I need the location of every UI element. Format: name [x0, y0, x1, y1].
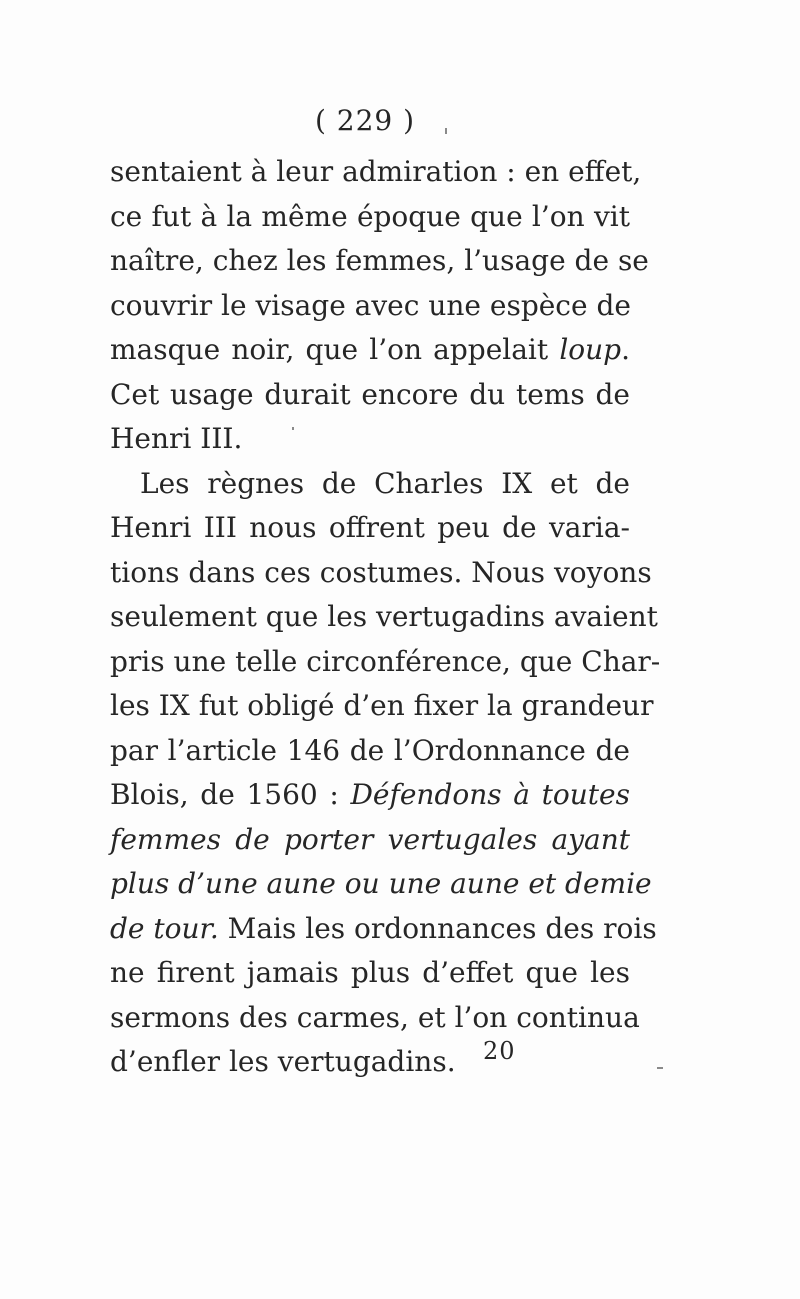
text-line	[110, 373, 630, 418]
text-line	[110, 996, 640, 1041]
text-line	[110, 595, 658, 640]
italic-text-run: plus d’une aune ou une aune et demie	[110, 867, 652, 900]
text-line	[110, 551, 652, 596]
text-run: seulement que les vertugadins avaient	[110, 600, 658, 633]
text-run: couvrir le visage avec une espèce de	[110, 288, 631, 322]
ink-speck	[292, 427, 294, 430]
text-run: Henri III nous offrent peu de varia-	[110, 511, 630, 544]
text-line	[110, 506, 630, 551]
text-line	[110, 284, 630, 329]
italic-text-run: de tour.	[110, 911, 219, 945]
ink-speck	[657, 1067, 663, 1069]
text-run: Les règnes de Charles IX et de	[140, 466, 630, 500]
text-run: naître, chez les femmes, l’usage de se	[110, 244, 649, 277]
text-run: .	[621, 333, 630, 366]
text-line	[110, 729, 630, 774]
text-run: tions dans ces costumes. Nous voyons	[110, 555, 652, 589]
text-run: Henri III.	[110, 422, 243, 455]
page-number: ( 229 )	[314, 104, 416, 137]
text-line	[110, 818, 630, 863]
text-run: ce fut à la même époque que l’on vit	[110, 199, 630, 233]
text-run: par l’article 146 de l’Ordonnance de	[110, 733, 630, 767]
text-line	[110, 462, 630, 507]
text-line	[110, 907, 657, 952]
text-line	[110, 417, 630, 462]
text-run: les IX fut obligé d’en fixer la grandeur	[110, 689, 654, 722]
text-run: Cet usage durait encore du tems de	[110, 377, 630, 411]
text-run: pris une telle circonférence, que Char-	[110, 644, 661, 678]
italic-text-run: loup	[559, 333, 622, 366]
italic-text-run: Défendons à toutes	[350, 778, 630, 811]
text-line	[110, 951, 630, 996]
text-run: Blois, de 1560 :	[110, 778, 351, 811]
text-line	[110, 150, 642, 195]
text-line	[110, 640, 661, 685]
text-line	[110, 239, 649, 284]
body-text	[110, 150, 661, 1085]
text-line	[110, 684, 654, 729]
text-run: masque noir, que l’on appelait	[110, 333, 560, 366]
signature-mark: 20	[483, 1037, 516, 1065]
text-run: sermons des carmes, et l’on continua	[110, 1000, 640, 1034]
text-line	[110, 773, 630, 818]
italic-text-run: femmes de porter vertugales ayant	[110, 822, 630, 856]
text-run: ne firent jamais plus d’effet que les	[110, 956, 630, 989]
text-line	[110, 862, 652, 907]
ink-speck	[445, 128, 447, 134]
text-line	[110, 328, 630, 373]
text-line	[110, 195, 630, 240]
text-run: sentaient à leur admiration : en effet,	[110, 155, 642, 188]
text-run: d’enfler les vertugadins.	[110, 1045, 456, 1078]
text-line	[110, 1040, 630, 1085]
text-run: Mais les ordonnances des rois	[218, 911, 657, 945]
